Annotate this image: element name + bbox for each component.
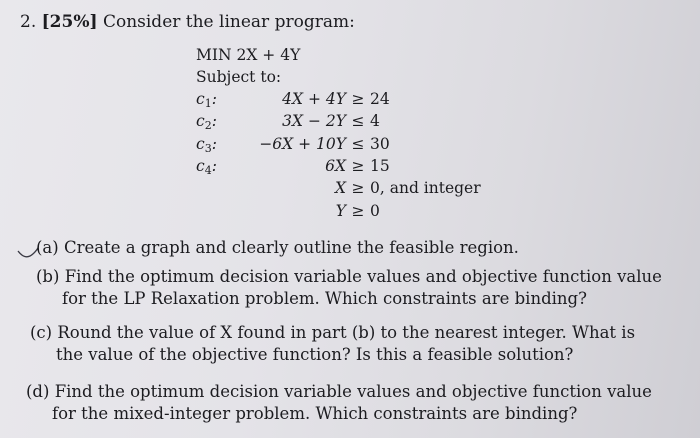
part-c [30,322,635,366]
constraint-rhs: 0, and integer [370,179,481,197]
part-d [26,381,652,425]
constraint-row-y-nonneg [196,202,380,220]
part-text-line: the value of the objective function? Is this a feasible solution? [56,345,574,364]
question-number: 2. [20,12,37,32]
part-label: (a) [36,238,59,257]
constraint-row-c2 [196,112,380,132]
constraint-relation: ≤ [351,112,365,130]
constraint-relation: ≤ [351,135,365,153]
constraint-row-c3 [196,135,390,155]
part-text-line: Find the optimum decision variable values and objective function value [54,382,652,401]
constraint-expression: 3X − 2Y [282,112,346,130]
constraint-rhs: 4 [370,112,380,130]
part-b [36,266,662,310]
constraint-expression: 6X [325,157,346,175]
constraint-rhs: 24 [370,90,390,108]
constraint-expression: 4X + 4Y [282,90,346,108]
constraint-rhs: 0 [370,202,380,220]
constraint-name: $c_2$: [196,112,217,132]
part-label: (c) [30,323,53,342]
question-weight: [25%] [41,12,98,32]
part-text-line: Find the optimum decision variable values and objective function value [64,267,662,286]
constraint-expression: Y [335,202,346,220]
constraint-relation: ≥ [351,179,365,197]
constraint-relation: ≥ [351,90,365,108]
question-header [20,12,355,32]
part-text-line: for the mixed-integer problem. Which constraints are binding? [52,404,578,423]
constraint-expression: X [334,179,346,197]
constraint-rhs: 30 [370,135,390,153]
constraint-row-c1 [196,90,390,110]
constraint-relation: ≥ [351,157,365,175]
part-a [36,237,519,259]
constraint-name: $c_1$: [196,90,217,110]
constraint-row-x-nonneg [196,179,481,197]
constraint-name: $c_4$: [196,157,217,177]
part-label: (b) [36,267,60,286]
constraint-expression: −6X + 10Y [259,135,346,153]
constraint-row-c4 [196,157,390,177]
constraint-relation: ≥ [351,202,365,220]
constraint-name: $c_3$: [196,135,217,155]
subject-to-label: Subject to: [196,68,282,86]
question-prompt: Consider the linear program: [102,12,355,32]
constraint-rhs: 15 [370,157,390,175]
part-text-line: Create a graph and clearly outline the feasible region. [63,238,519,257]
part-text-line: Round the value of X found in part (b) to the nearest integer. What is [57,323,636,342]
part-text-line: for the LP Relaxation problem. Which constraints are binding? [62,289,587,308]
objective-function: MIN 2X + 4Y [196,46,301,64]
part-label: (d) [26,382,50,401]
